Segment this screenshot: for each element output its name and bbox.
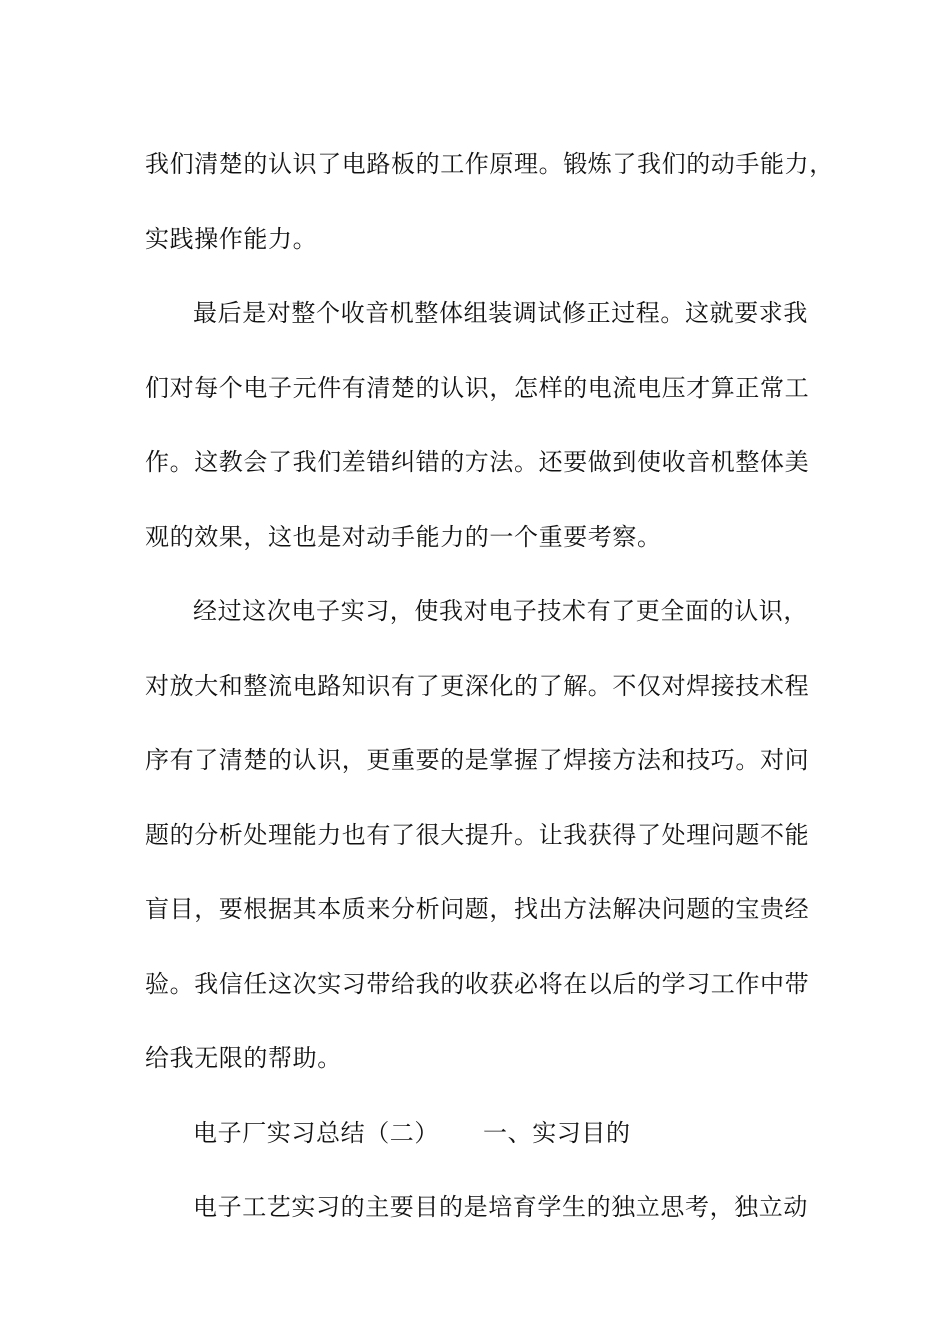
paragraph-line: 作。这教会了我们差错纠错的方法。还要做到使收音机整体美 (145, 448, 810, 476)
section-heading (145, 1096, 825, 1171)
paragraph-line: 序有了清楚的认识，更重要的是掌握了焊接方法和技巧。对问 (145, 746, 810, 774)
section-title: 一、实习目的 (483, 1118, 631, 1147)
paragraph-line: 们对每个电子元件有清楚的认识，怎样的电流电压才算正常工 (145, 373, 810, 402)
paragraph-line: 盲目，要根据其本质来分析问题，找出方法解决问题的宝贵经 (145, 895, 810, 923)
paragraph-line: 最后是对整个收音机整体组装调试修正过程。这就要求我 (193, 299, 808, 327)
paragraph-line: 实践操作能力。 (145, 224, 318, 253)
paragraph-line: 对放大和整流电路知识有了更深化的了解。不仅对焊接技术程 (145, 671, 810, 700)
document-body (145, 127, 834, 1245)
paragraph-line: 给我无限的帮助。 (145, 1044, 342, 1072)
paragraph-line: 题的分析处理能力也有了很大提升。让我获得了处理问题不能 (145, 820, 810, 849)
paragraph-line: 电子工艺实习的主要目的是培育学生的独立思考，独立动 (193, 1193, 808, 1221)
paragraph-line: 我们清楚的认识了电路板的工作原理。锻炼了我们的动手能力， (145, 150, 834, 178)
paragraph-line: 观的效果，这也是对动手能力的一个重要考察。 (145, 522, 662, 551)
document-title: 电子厂实习总结（二） (193, 1118, 439, 1147)
paragraph-line: 验。我信任这次实习带给我的收获必将在以后的学习工作中带 (145, 969, 810, 998)
paragraph-line: 经过这次电子实习，使我对电子技术有了更全面的认识， (193, 597, 808, 625)
